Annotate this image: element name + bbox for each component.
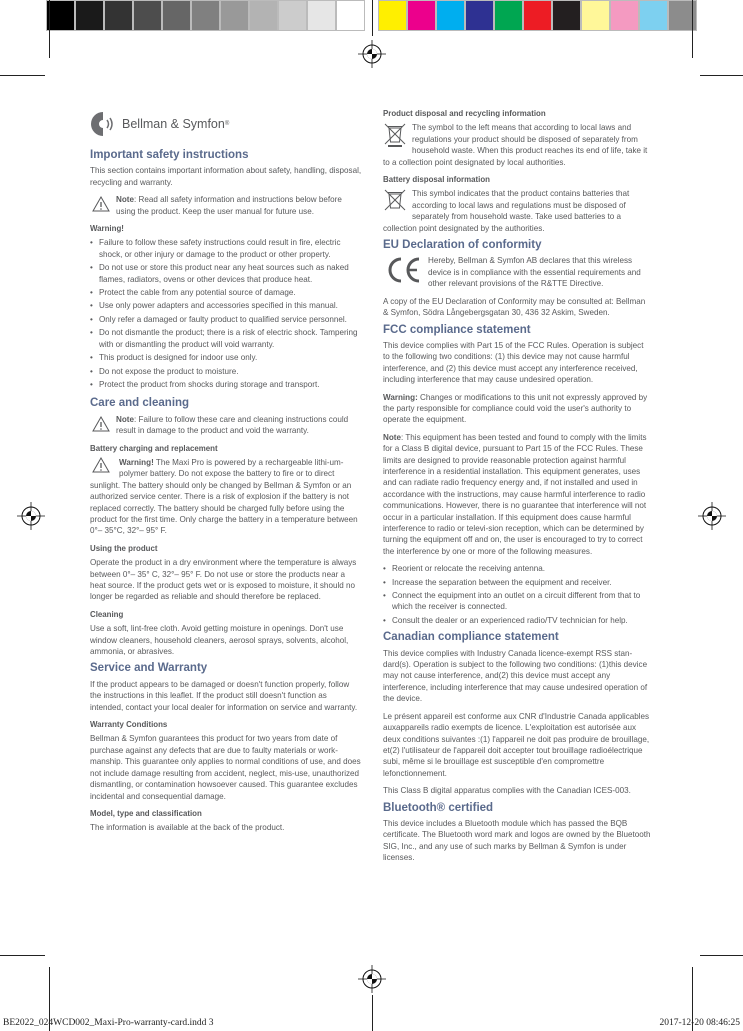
bluetooth-title: Bluetooth® certified	[383, 801, 494, 814]
canada-text: This device complies with Industry Canada licence-exempt RSS stan-dard(s). Operation is subject to the following two conditions: (1)this device may not cause interference, and(2) this device must accept any interference, including interference that may cause undesired operation of the device.	[383, 648, 648, 704]
fcc-note	[383, 432, 651, 557]
fcc-warning-text: Changes or modifications to this unit not expressly approved by the party responsible for compliance could void the user's authority to operate the equipment.	[383, 392, 648, 425]
process-swatch	[639, 0, 668, 31]
process-swatch	[378, 0, 407, 31]
care-note-label: Note	[116, 414, 134, 424]
eu-text-body: Hereby, Bellman & Symfon AB declares that this wireless device is in compliance with the essential requirements and other relevant provisions of the R&TTE Directive.	[428, 256, 641, 289]
warning-triangle-icon	[92, 196, 110, 212]
warning-label: Warning!	[90, 224, 124, 234]
battery-disposal-text	[383, 188, 651, 234]
list-item: • Connect the equipment into an outlet on a circuit different from that to which the receiver is connected.	[383, 590, 651, 613]
crossed-out-bin-icon	[383, 122, 407, 148]
model-title: Model, type and classification	[90, 808, 202, 818]
fcc-text: This device complies with Part 15 of the FCC Rules. Operation is subject to the following two conditions: (1) this device may not cause harmful interference, and (2) this device must accept any interference received, including interference that may cause undesired operation.	[383, 340, 644, 385]
service-title: Service and Warranty	[90, 662, 208, 675]
battery-text-body: The Maxi Pro is powered by a rechargeable lithi-um-polymer battery. Do not expose the battery to fire or to direct sunlight. The battery should only be changed by Bellman & Symfon or an authorized service center. There is a risk of explosion if the battery is not replaced correctly. The battery should be charged fully before using the product for the first time. Only charge the battery in a temperature between 0°– 35°C, 32°– 95° F.	[90, 457, 358, 536]
fcc-note-text: : This equipment has been tested and found to comply with the limits for a Class B digital device, pursuant to Part 15 of the FCC Rules. These limits are designed to provide reasonable protection against harmful interference in a residential installation. This equipment generates, uses and can radiate radio frequency energy and, if not installed and used in accordance with the instructions, may cause harmful interference to radio communications. However, there is no guarantee that interference will not occur in a particular installation. If this equipment does cause harmful interference to radio or televi-sion reception, which can be determined by turning the equipment off and on, the user is encouraged to try to correct the interference by one or more of the following measures.	[383, 432, 647, 556]
grey-swatch	[249, 0, 278, 31]
safety-note	[90, 194, 362, 217]
disposal-text	[383, 122, 651, 168]
cleaning-text: Use a soft, lint-free cloth. Avoid getting moisture in openings. Don't use window cleaners, household cleaners, aerosol sprays, solvents, alcohol, ammonia, or abrasives.	[90, 624, 349, 657]
fcc-note-label: Note	[383, 432, 401, 442]
registration-mark-icon	[358, 965, 386, 993]
process-swatch	[436, 0, 465, 31]
ce-mark-icon	[383, 255, 423, 285]
eu-copy: A copy of the EU Declaration of Conformity may be consulted at: Bellman & Symfon, Södra Långebergsgatan 30, 436 32 Askim, Sweden.	[383, 296, 646, 318]
grey-swatch	[104, 0, 133, 31]
safety-note-text: : Read all safety information and instructions below before using the product. Keep the user manual for future use.	[116, 195, 342, 216]
bluetooth-text: This device includes a Bluetooth module which has passed the BQB certificate. The Bluetooth word mark and logos are owned by the Bluetooth SIG, Inc., and any use of such marks by Bellman & Symfon is under licenses.	[383, 818, 651, 863]
fcc-measures-list	[383, 563, 651, 626]
grey-swatch	[133, 0, 162, 31]
eu-text	[383, 255, 651, 289]
model-text: The information is available at the back of the product.	[90, 823, 285, 833]
battery-warning-label: Warning!	[119, 457, 154, 467]
process-swatch	[465, 0, 494, 31]
left-column	[90, 150, 362, 840]
slug-filename: BE2022_024WCD002_Maxi-Pro-warranty-card.indd 3	[3, 1018, 214, 1028]
warning-triangle-icon	[92, 416, 110, 432]
safety-title: Important safety instructions	[90, 149, 249, 161]
grey-swatch	[191, 0, 220, 31]
list-item: • Protect the product from shocks during storage and transport.	[90, 379, 362, 390]
warning-list	[90, 237, 362, 390]
safety-intro: This section contains important information about safety, handling, disposal, recycling and warranty.	[90, 166, 362, 187]
process-swatch	[494, 0, 523, 31]
warranty-title: Warranty Conditions	[90, 720, 168, 730]
crossed-out-bin-icon	[383, 188, 407, 214]
process-swatch	[552, 0, 581, 31]
grey-swatch	[162, 0, 191, 31]
list-item: • Increase the separation between the equipment and receiver.	[383, 577, 651, 588]
grey-swatch	[75, 0, 104, 31]
grey-swatch	[307, 0, 336, 31]
battery-title: Battery charging and replacement	[90, 443, 218, 453]
battery-disposal-title: Battery disposal information	[383, 175, 490, 185]
disposal-text-body: The symbol to the left means that according to local laws and regulations your product should be disposed of separately from household waste. When this product reaches its end of life, take it to a collection point designated by local authorities.	[383, 123, 648, 167]
care-note-text: : Failure to follow these care and cleaning instructions could result in damage to the product and void the warranty.	[116, 414, 349, 436]
grey-swatch	[220, 0, 249, 31]
cleaning-title: Cleaning	[90, 609, 124, 619]
process-swatch	[523, 0, 552, 31]
grey-swatch	[336, 0, 365, 31]
safety-note-label: Note	[116, 195, 134, 205]
bellman-symfon-logo-icon	[90, 111, 120, 137]
grey-swatch	[278, 0, 307, 31]
list-item: • Reorient or relocate the receiving antenna.	[383, 563, 651, 574]
using-text: Operate the product in a dry environment where the temperature is always between 0°– 35° C, 32°– 95° F. Do not use or store the products near a heat source. If the product gets wet or is exposed to moisture, it should no longer be regarded as reliable and should therefore be replaced.	[90, 558, 357, 602]
canada-french-text: Le présent appareil est conforme aux CNR d'Industrie Canada applicables auxappareils radio exempts de licence. L'exploitation est autorisée aux deux conditions suivantes :(1) l'appareil ne doit pas produire de brouillage, et(2) l'utilisateur de l'appareil doit accepter tout brouillage radioélectrique subi, même si le brouillage est susceptible d'en compromettre lefonctionnement.	[383, 711, 650, 778]
list-item: • Do not expose the product to moisture.	[90, 366, 362, 377]
brand-registered-mark: ®	[224, 121, 230, 127]
registration-mark-icon	[17, 502, 45, 530]
service-text: If the product appears to be damaged or doesn't function properly, follow the instructions in this leaflet. If the product still doesn't function as intended, contact your local dealer for information on service and warranty.	[90, 679, 358, 712]
process-swatch	[610, 0, 639, 31]
canada-title: Canadian compliance statement	[383, 631, 559, 644]
eu-title: EU Declaration of conformity	[383, 239, 542, 252]
list-item: • Do not dismantle the product; there is a risk of electric shock. Tampering with or dismantling the product will void warranty.	[90, 327, 362, 350]
list-item: • Consult the dealer or an experienced radio/TV technician for help.	[383, 615, 651, 626]
list-item: • Only refer a damaged or faulty product to qualified service personnel.	[90, 314, 362, 325]
warning-triangle-icon	[90, 457, 114, 473]
process-swatch	[407, 0, 436, 31]
list-item: • This product is designed for indoor use only.	[90, 352, 362, 363]
disposal-title: Product disposal and recycling information	[383, 109, 546, 118]
canada-ices-text: This Class B digital apparatus complies with the Canadian ICES-003.	[383, 786, 631, 796]
list-item: • Failure to follow these safety instructions could result in fire, electric shock, or other injury or damage to the product or other property.	[90, 237, 362, 260]
registration-mark-icon	[698, 502, 726, 530]
battery-text	[90, 457, 362, 537]
list-item: • Protect the cable from any potential source of damage.	[90, 287, 362, 298]
using-title: Using the product	[90, 543, 158, 553]
battery-disposal-text-body: This symbol indicates that the product contains batteries that according to local laws and regulations must be disposed of separately from household waste. Take used batteries to a collection point designated by the authorities.	[383, 189, 630, 233]
warranty-text: Bellman & Symfon guarantees this product for two years from date of purchase against any defects that are due to faulty materials or work-manship. This guarantee only applies to normal conditions of use, and does not include damage resulting from accident, neglect, mis-use, unauthorized dismantling, or contamination howsoever caused. This guarantee excludes incidental and consequential damage.	[90, 734, 361, 801]
grey-swatch	[46, 0, 75, 31]
brand-name: Bellman & Symfon	[122, 117, 225, 131]
process-swatch	[581, 0, 610, 31]
care-note	[90, 414, 362, 437]
right-column	[383, 108, 651, 870]
registration-mark-icon	[358, 40, 386, 68]
slug-timestamp: 2017-12-20 08:46:25	[659, 1018, 740, 1028]
list-item: • Use only power adapters and accessories specified in this manual.	[90, 300, 362, 311]
fcc-title: FCC compliance statement	[383, 323, 531, 336]
fcc-warning-label: Warning:	[383, 392, 418, 402]
brand-logo	[90, 111, 229, 137]
fcc-warning	[383, 392, 651, 426]
list-item: • Do not use or store this product near any heat sources such as naked flames, radiators, ovens or other devices that produce heat.	[90, 262, 362, 285]
care-title: Care and cleaning	[90, 397, 190, 410]
